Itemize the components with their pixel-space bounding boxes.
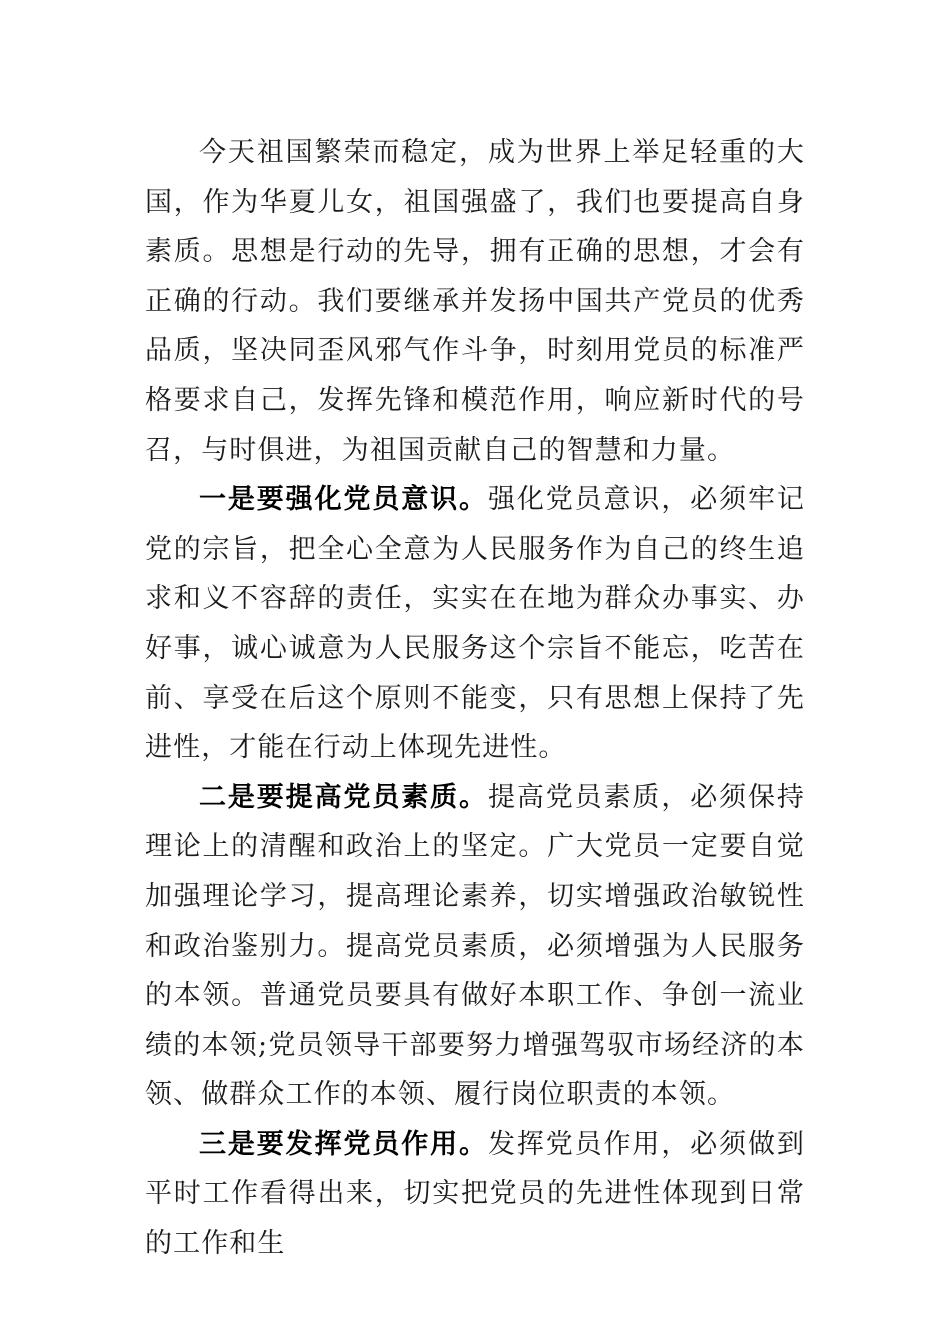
paragraph-lead: 二是要提高党员素质。 <box>199 781 488 813</box>
paragraph-text: 发挥党员作用，必须做到平时工作看得出来，切实把党员的先进性体现到日常的工作和生 <box>145 1128 805 1260</box>
paragraph-lead: 一是要强化党员意识。 <box>199 484 488 516</box>
paragraph-text: 提高党员素质，必须保持理论上的清醒和政治上的坚定。广大党员一定要自觉加强理论学习，提高理论素养，切实增强政治敏锐性和政治鉴别力。提高党员素质，必须增强为人民服务的本领。普通党员要具有做好本职工作、争创一流业绩的本领;党员领导干部要努力增强驾驭市场经济的本领、做群众工作的本领、履行岗位职责的本领。 <box>145 781 805 1111</box>
paragraph-point-three <box>145 1120 805 1269</box>
paragraph-intro <box>145 128 805 475</box>
paragraph-text: 今天祖国繁荣而稳定，成为世界上举足轻重的大国，作为华夏儿女，祖国强盛了，我们也要提高自身素质。思想是行动的先导，拥有正确的思想，才会有正确的行动。我们要继承并发扬中国共产党员的优秀品质，坚决同歪风邪气作斗争，时刻用党员的标准严格要求自己，发挥先锋和模范作用，响应新时代的号召，与时俱进，为祖国贡献自己的智慧和力量。 <box>145 137 805 466</box>
paragraph-lead: 三是要发挥党员作用。 <box>199 1128 488 1160</box>
paragraph-text: 强化党员意识，必须牢记党的宗旨，把全心全意为人民服务作为自己的终生追求和义不容辞的责任，实实在在地为群众办事实、办好事，诚心诚意为人民服务这个宗旨不能忘，吃苦在前、享受在后这个原则不能变，只有思想上保持了先进性，才能在行动上体现先进性。 <box>145 484 805 764</box>
paragraph-point-one <box>145 475 805 773</box>
paragraph-point-two <box>145 773 805 1120</box>
document-body <box>145 128 805 1269</box>
